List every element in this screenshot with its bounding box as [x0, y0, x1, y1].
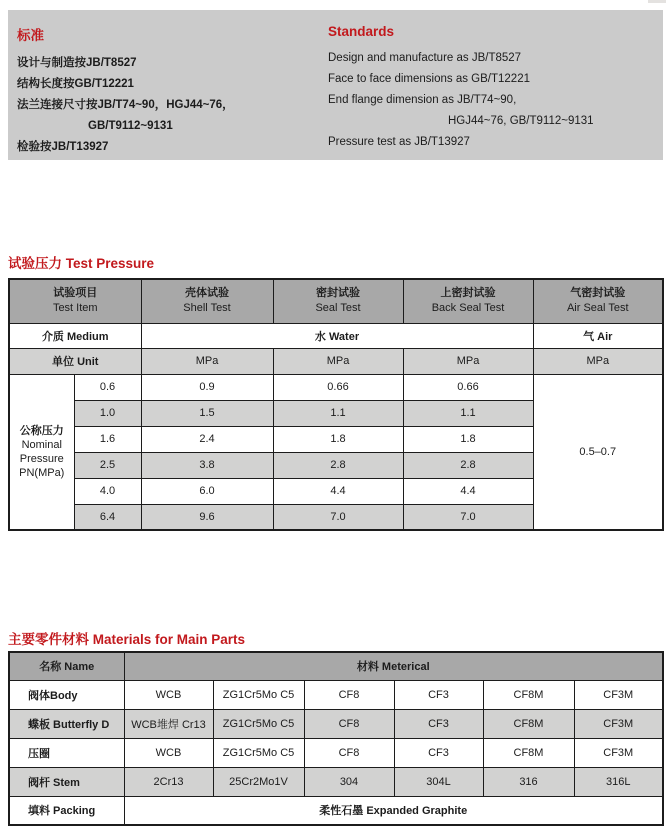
- pn-label-en2: Pressure: [19, 452, 64, 465]
- header-seal-test-zh: 密封试验: [316, 287, 360, 300]
- standard-line: Design and manufacture as JB/T8527: [328, 52, 522, 64]
- test-table-header-row: [9, 279, 663, 323]
- material-value: WCB: [124, 680, 213, 709]
- unit-cell: MPa: [141, 348, 273, 374]
- material-value: 316: [483, 767, 574, 796]
- material-value: CF8M: [483, 709, 574, 738]
- unit-cell: MPa: [533, 348, 663, 374]
- material-value: CF3M: [574, 680, 663, 709]
- material-value: 2Cr13: [124, 767, 213, 796]
- unit-row: [9, 348, 663, 374]
- back-seal-value: 1.1: [403, 400, 533, 426]
- header-back-seal-test: [403, 279, 533, 323]
- material-row-stem: [9, 767, 663, 796]
- pn-label-en3: PN(MPa): [19, 466, 65, 479]
- medium-water-cell: 水 Water: [141, 323, 533, 348]
- standard-line: 检验按JB/T13927: [17, 141, 109, 153]
- material-row-packing: [9, 796, 663, 825]
- material-value: WCB: [124, 738, 213, 767]
- material-value: 304L: [394, 767, 483, 796]
- header-test-item: [9, 279, 141, 323]
- standards-column-english: [328, 24, 653, 160]
- material-value: CF3: [394, 738, 483, 767]
- material-value: ZG1Cr5Mo C5: [213, 709, 304, 738]
- header-material: 材料 Meterical: [124, 652, 663, 680]
- standard-line: Pressure test as JB/T13927: [328, 136, 470, 148]
- header-test-item-en: Test Item: [52, 302, 98, 315]
- standards-box: [8, 10, 663, 160]
- header-back-seal-test-en: Back Seal Test: [431, 302, 505, 315]
- header-seal-test: [273, 279, 403, 323]
- header-back-seal-test-zh: 上密封试验: [440, 287, 496, 300]
- standard-line: 设计与制造按JB/T8527: [17, 57, 137, 69]
- shell-value: 6.0: [141, 478, 273, 504]
- medium-label: 介质 Medium: [9, 323, 141, 348]
- material-value: CF8: [304, 680, 394, 709]
- back-seal-value: 0.66: [403, 374, 533, 400]
- pn-label-zh: 公称压力: [19, 424, 64, 437]
- material-value: CF3M: [574, 709, 663, 738]
- material-value: 304: [304, 767, 394, 796]
- material-value: ZG1Cr5Mo C5: [213, 680, 304, 709]
- back-seal-value: 2.8: [403, 452, 533, 478]
- seal-value: 0.66: [273, 374, 403, 400]
- material-value: WCB堆焊 Cr13: [124, 709, 213, 738]
- part-name: 填料 Packing: [9, 796, 124, 825]
- unit-label: 单位 Unit: [9, 348, 141, 374]
- pn-value: 4.0: [74, 478, 141, 504]
- page-corner-mark: [648, 0, 666, 3]
- packing-material-value: 柔性石墨 Expanded Graphite: [124, 796, 663, 825]
- seal-value: 7.0: [273, 504, 403, 530]
- standard-line: Face to face dimensions as GB/T12221: [328, 73, 530, 85]
- material-value: CF3: [394, 709, 483, 738]
- unit-cell: MPa: [273, 348, 403, 374]
- back-seal-value: 4.4: [403, 478, 533, 504]
- material-value: CF8M: [483, 738, 574, 767]
- part-name: 阀杆 Stem: [9, 767, 124, 796]
- air-seal-value: 0.5–0.7: [533, 374, 663, 530]
- shell-value: 0.9: [141, 374, 273, 400]
- material-value: 25Cr2Mo1V: [213, 767, 304, 796]
- part-name: 压圈: [9, 738, 124, 767]
- header-air-seal-test-zh: 气密封试验: [570, 287, 626, 300]
- header-test-item-zh: 试验项目: [53, 287, 98, 300]
- shell-value: 1.5: [141, 400, 273, 426]
- header-name: 名称 Name: [9, 652, 124, 680]
- shell-value: 2.4: [141, 426, 273, 452]
- pn-value: 6.4: [74, 504, 141, 530]
- header-air-seal-test: [533, 279, 663, 323]
- standards-column-chinese: [17, 24, 328, 160]
- medium-row: [9, 323, 663, 348]
- standard-line: GB/T9112~9131: [88, 120, 173, 132]
- standards-title-zh: 标准: [17, 28, 44, 43]
- header-air-seal-test-en: Air Seal Test: [566, 302, 629, 315]
- standard-line: 结构长度按GB/T12221: [17, 78, 134, 90]
- header-seal-test-en: Seal Test: [315, 302, 361, 315]
- standard-line: 法兰连接尺寸按JB/T74~90，HGJ44~76，: [17, 99, 234, 111]
- back-seal-value: 1.8: [403, 426, 533, 452]
- materials-header-row: [9, 652, 663, 680]
- header-shell-test-en: Shell Test: [183, 302, 231, 315]
- shell-value: 9.6: [141, 504, 273, 530]
- nominal-pressure-label: [9, 374, 74, 530]
- header-shell-test: [141, 279, 273, 323]
- shell-value: 3.8: [141, 452, 273, 478]
- unit-cell: MPa: [403, 348, 533, 374]
- pn-value: 2.5: [74, 452, 141, 478]
- material-value: CF8: [304, 709, 394, 738]
- pn-value: 0.6: [74, 374, 141, 400]
- standard-line: HGJ44~76, GB/T9112~9131: [448, 115, 594, 127]
- part-name: 阀体Body: [9, 680, 124, 709]
- pressure-row: [9, 374, 663, 400]
- material-row-pressure-ring: [9, 738, 663, 767]
- header-shell-test-zh: 壳体试验: [185, 287, 229, 300]
- section-title-materials: 主要零件材料 Materials for Main Parts: [8, 632, 246, 647]
- pn-value: 1.6: [74, 426, 141, 452]
- pn-value: 1.0: [74, 400, 141, 426]
- test-pressure-table: [8, 278, 664, 531]
- material-value: CF8M: [483, 680, 574, 709]
- material-value: 316L: [574, 767, 663, 796]
- materials-table: [8, 651, 664, 826]
- medium-air-cell: 气 Air: [533, 323, 663, 348]
- seal-value: 1.1: [273, 400, 403, 426]
- back-seal-value: 7.0: [403, 504, 533, 530]
- material-value: CF8: [304, 738, 394, 767]
- material-row-butterfly: [9, 709, 663, 738]
- seal-value: 2.8: [273, 452, 403, 478]
- material-value: CF3: [394, 680, 483, 709]
- pn-label-en1: Nominal: [21, 438, 62, 451]
- part-name: 蝶板 Butterfly D: [9, 709, 124, 738]
- material-value: ZG1Cr5Mo C5: [213, 738, 304, 767]
- standards-title-en: Standards: [328, 24, 395, 39]
- standard-line: End flange dimension as JB/T74~90,: [328, 94, 517, 106]
- section-title-test-pressure: 试验压力 Test Pressure: [8, 256, 155, 271]
- material-row-body: [9, 680, 663, 709]
- seal-value: 1.8: [273, 426, 403, 452]
- seal-value: 4.4: [273, 478, 403, 504]
- material-value: CF3M: [574, 738, 663, 767]
